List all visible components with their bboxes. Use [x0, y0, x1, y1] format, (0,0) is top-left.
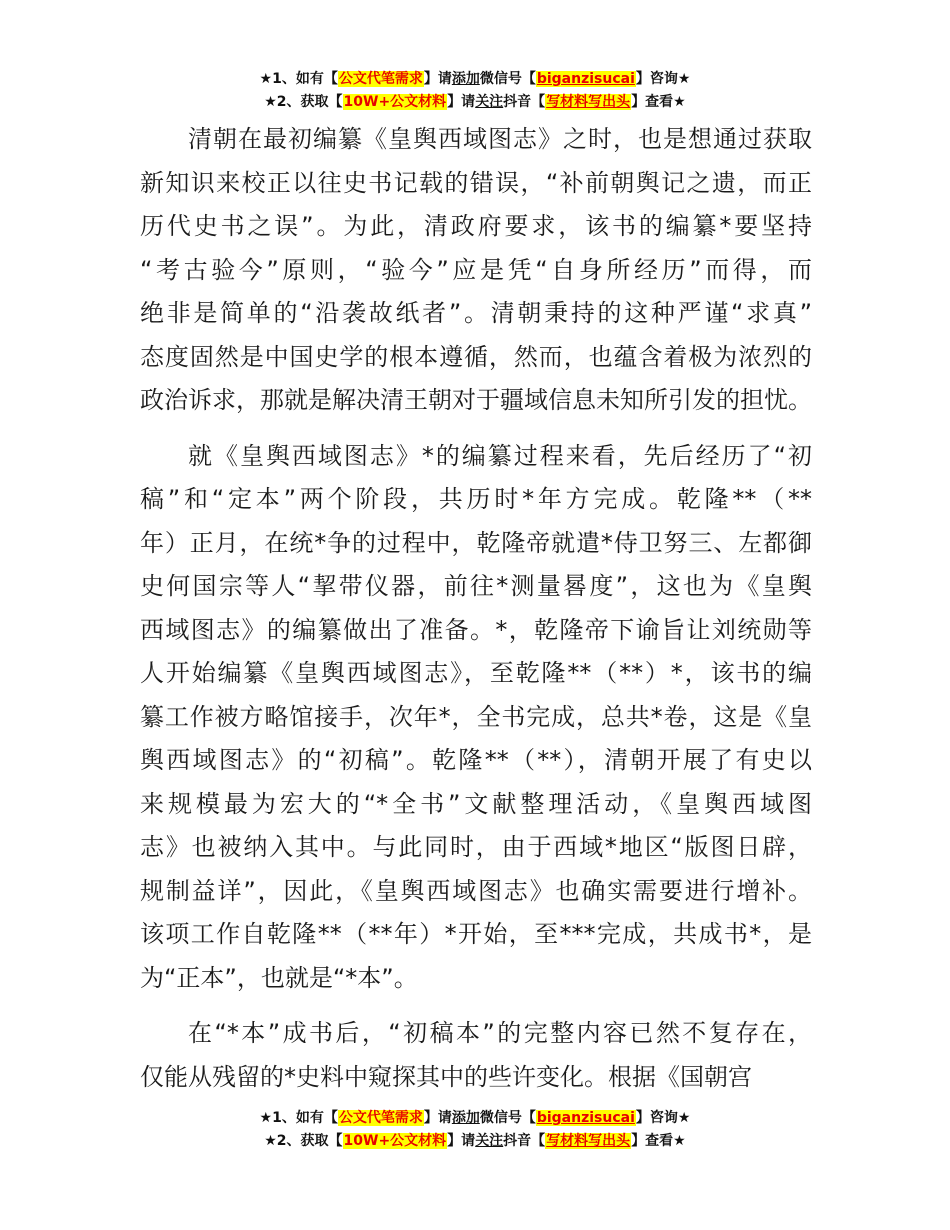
banner-text: ★2、获取【	[264, 94, 343, 110]
text-line: 史何国宗等人“挈带仪器，前往*测量晷度”，这也为《皇舆	[140, 572, 812, 600]
banner-line-1	[0, 68, 950, 91]
banner-text: 】请	[423, 71, 452, 87]
highlight-tag: 公文代笔需求	[338, 71, 423, 87]
header-banner	[0, 68, 950, 114]
text-line: 新知识来校正以往史书记载的错误，“补前朝舆记之遗，而正	[140, 168, 812, 197]
banner-text: ★1、如有【	[259, 1110, 338, 1126]
text-line: 仅能从残留的*史料中窥探其中的些许变化。根据《国朝宫	[140, 1062, 752, 1091]
banner-text: 】咨询★	[635, 71, 691, 87]
banner-text: 】请	[447, 94, 476, 110]
text-line: 志》也被纳入其中。与此同时，由于西域*地区“版图日辟，	[140, 833, 812, 861]
banner-text: 微信号【	[479, 1110, 536, 1126]
text-line: 在“*本”成书后，“初稿本”的完整内容已然不复存在，	[188, 1019, 812, 1047]
text-line: 绝非是简单的“沿袭故纸者”。清朝秉持的这种严谨“求真”	[140, 299, 812, 327]
paragraph	[140, 118, 812, 423]
text-line: 人开始编纂《皇舆西域图志》，至乾隆**（**）*，该书的编	[140, 659, 812, 687]
highlight-tag: 10W+公文材料	[343, 1133, 447, 1149]
banner-text: 】查看★	[631, 1133, 686, 1149]
banner-text: 抖音【	[503, 94, 546, 110]
text-line: 规制益详”，因此，《皇舆西域图志》也确实需要进行增补。	[140, 876, 812, 905]
paragraph	[140, 435, 812, 1001]
text-line: 态度固然是中国史学的根本遵循，然而，也蕴含着极为浓烈的	[140, 342, 812, 371]
paragraph	[140, 1012, 812, 1099]
banner-text: ★2、获取【	[264, 1133, 343, 1149]
banner-text: 抖音【	[503, 1133, 546, 1149]
text-line: 政治诉求，那就是解决清王朝对于疆域信息未知所引发的担忧。	[140, 386, 812, 414]
text-line: 西域图志》的编纂做出了准备。*，乾隆帝下谕旨让刘统勋等	[140, 615, 812, 644]
banner-text: 】请	[447, 1133, 476, 1149]
banner-line-2	[0, 1130, 950, 1153]
text-line: 为“正本”，也就是“*本”。	[140, 963, 418, 992]
douyin-id-tag: 写材料写出头	[546, 1133, 631, 1149]
text-line: 稿”和“定本”两个阶段，共历时*年方完成。乾隆**（**	[140, 485, 812, 513]
banner-link[interactable]: 添加	[451, 71, 480, 87]
banner-text: ★1、如有【	[259, 71, 338, 87]
text-line: 纂工作被方略馆接手，次年*，全书完成，总共*卷，这是《皇	[140, 702, 812, 731]
text-line: 年）正月，在统*争的过程中，乾隆帝就遣*侍卫努三、左都御	[140, 528, 812, 557]
text-line: 该项工作自乾隆**（**年）*开始，至***完成，共成书*，是	[140, 920, 812, 948]
banner-link[interactable]: 关注	[475, 1133, 504, 1149]
banner-text: 】咨询★	[635, 1110, 691, 1126]
text-line: “考古验今”原则，“验今”应是凭“自身所经历”而得，而	[140, 255, 812, 284]
wechat-id-tag: biganzisucai	[536, 1110, 635, 1126]
banner-link[interactable]: 关注	[475, 94, 504, 110]
douyin-id-tag: 写材料写出头	[546, 94, 631, 110]
banner-line-2	[0, 91, 950, 114]
banner-line-1	[0, 1107, 950, 1130]
highlight-tag: 公文代笔需求	[338, 1110, 423, 1126]
banner-text: 微信号【	[479, 71, 536, 87]
text-line: 就《皇舆西域图志》*的编纂过程来看，先后经历了“初	[188, 441, 812, 470]
text-line: 舆西域图志》的“初稿”。乾隆**（**），清朝开展了有史以	[140, 746, 812, 774]
banner-text: 】请	[423, 1110, 452, 1126]
banner-text: 】查看★	[631, 94, 686, 110]
highlight-tag: 10W+公文材料	[343, 94, 447, 110]
text-line: 清朝在最初编纂《皇舆西域图志》之时，也是想通过获取	[188, 125, 812, 153]
footer-banner	[0, 1107, 950, 1153]
text-line: 来规模最为宏大的“*全书”文献整理活动，《皇舆西域图	[140, 789, 812, 818]
text-line: 历代史书之误”。为此，清政府要求，该书的编纂*要坚持	[140, 212, 812, 240]
banner-link[interactable]: 添加	[451, 1110, 480, 1126]
wechat-id-tag: biganzisucai	[536, 71, 635, 87]
document-body	[140, 118, 812, 1099]
